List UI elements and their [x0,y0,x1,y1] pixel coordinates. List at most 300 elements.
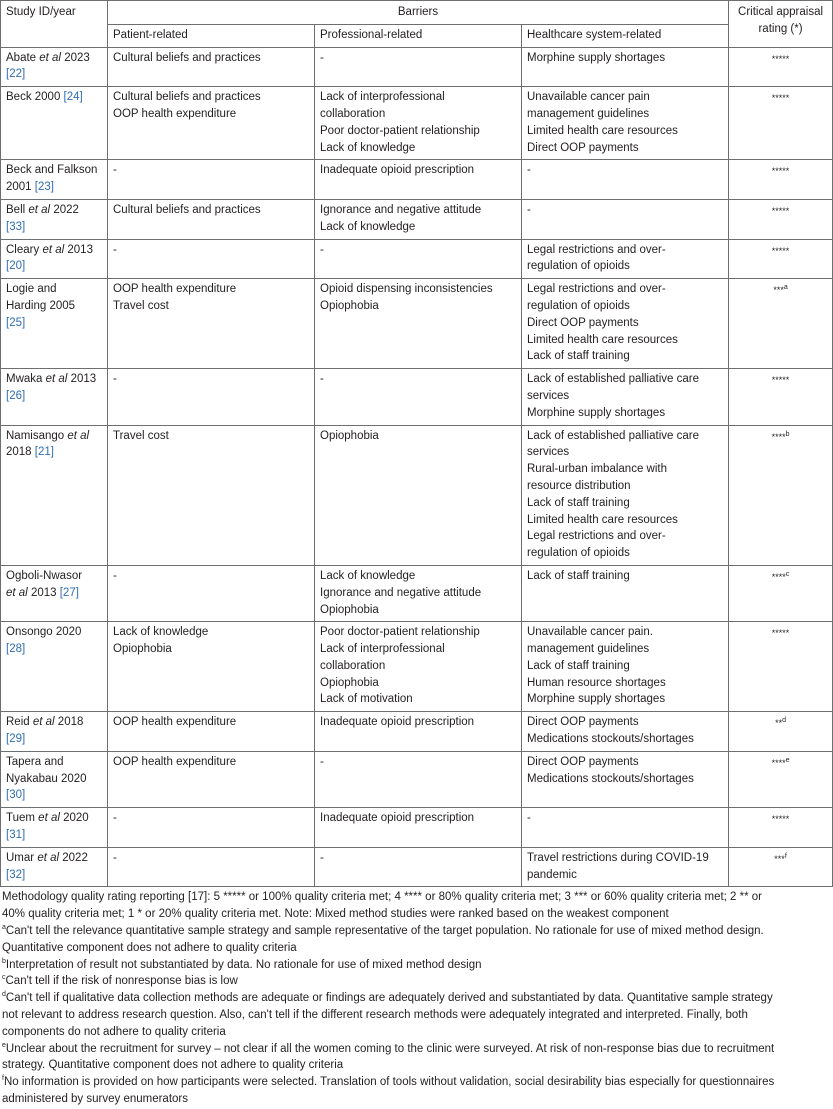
study-line [6,444,102,461]
table-row [1,369,833,425]
study-et-al: et al [38,812,60,825]
system-barrier-line: Travel restrictions during COVID-19 [527,851,709,864]
system-barrier-line: Legal restrictions and over- [527,283,666,296]
rating-stars: ***** [771,628,790,639]
system-barriers-cell [522,279,729,369]
rating-cell [729,160,833,200]
table-row [1,279,833,369]
table-row [1,751,833,807]
patient-barrier-line: OOP health expenditure [113,755,237,768]
system-barrier-line: - [527,812,531,825]
system-barriers-cell [522,47,729,87]
system-barrier-line: Morphine supply shortages [527,406,666,419]
header-patient: Patient-related [108,24,315,47]
table-row [1,239,833,279]
patient-barriers-cell [108,425,315,565]
table-row [1,199,833,239]
professional-barrier-line: Inadequate opioid prescription [320,716,475,729]
patient-barriers-cell [108,808,315,848]
footnote-text: administered by survey enumerators [2,1093,188,1106]
footnote-text: Quantitative component does not adhere to quality criteria [2,941,297,954]
professional-barriers-cell [315,47,522,87]
study-cell [1,239,108,279]
header-barriers: Barriers [108,1,729,25]
study-text: Cleary [6,243,43,256]
study-cell [1,279,108,369]
system-barrier-line: Legal restrictions and over- [527,530,666,543]
study-line [6,219,102,236]
study-cell [1,160,108,200]
professional-barrier-line: Ignorance and negative attitude [320,586,482,599]
study-citation: [33] [6,220,26,233]
system-barrier-line: resource distribution [527,479,631,492]
patient-barriers-cell [108,712,315,752]
system-barrier-line: Lack of established palliative care [527,373,699,386]
footnote-text: Can't tell the relevance quantitative sample strategy and sample representative of the target population. No rationale for use of mixed method design. [5,925,764,938]
study-text: 2013 [67,373,97,386]
professional-barrier-line: Lack of interprofessional [320,643,445,656]
patient-barriers-cell [108,87,315,160]
professional-barriers-cell [315,279,522,369]
patient-barriers-cell [108,847,315,887]
study-cell [1,622,108,712]
study-text: Harding 2005 [6,299,76,312]
study-citation: [23] [34,181,54,194]
study-text: Beck and Falkson [6,164,98,177]
footnote-text: Can't tell if qualitative data collection methods are adequate or findings are adequately derived and substantiated by data. Quantitative sample strategy [5,992,773,1005]
footnote-text: Methodology quality rating reporting [17]: 5 ***** or 100% quality criteria met; 4 **** or 80% quality criteria met; 3 *** or 60% quality criteria met; 2 ** or [2,891,763,904]
professional-barrier-line: - [320,851,324,864]
table-row [1,425,833,565]
study-text: Abate [6,51,40,64]
study-line [6,50,102,67]
system-barrier-line: services [527,446,570,459]
professional-barrier-line: Opiophobia [320,603,379,616]
study-et-al: et al [37,851,60,864]
study-line [6,388,102,405]
rating-cell [729,622,833,712]
table-row [1,808,833,848]
study-text: 2018 [6,446,35,459]
system-barrier-line: Lack of established palliative care [527,429,699,442]
rating-cell [729,47,833,87]
study-text: Nyakabau 2020 [6,772,87,785]
footnote-line [2,940,831,957]
system-barrier-line: management guidelines [527,643,650,656]
system-barrier-line: regulation of opioids [527,260,630,273]
study-text: 2022 [50,203,79,216]
study-line [6,624,102,641]
professional-barrier-line: Lack of motivation [320,693,413,706]
study-line [6,428,102,445]
study-text: 2022 [59,851,88,864]
system-barrier-line: Legal restrictions and over- [527,243,666,256]
study-cell [1,199,108,239]
professional-barrier-line: collaboration [320,107,386,120]
footnote [2,957,831,974]
study-line [6,754,102,771]
study-citation: [29] [6,733,26,746]
rating-stars: ***** [771,205,790,216]
rating-footnote-marker: c [785,570,790,578]
rating-stars: **** [771,571,786,582]
study-text: Mwaka [6,373,46,386]
system-barrier-line: Medications stockouts/shortages [527,733,694,746]
system-barrier-line: Limited health care resources [527,124,678,137]
professional-barrier-line: Opiophobia [320,676,379,689]
footnote-line [2,1041,831,1058]
system-barrier-line: Direct OOP payments [527,141,639,154]
study-line [6,867,102,884]
system-barriers-cell [522,87,729,160]
table-footnotes [0,887,833,1107]
professional-barriers-cell [315,239,522,279]
study-line [6,298,102,315]
rating-cell [729,425,833,565]
professional-barriers-cell [315,425,522,565]
system-barrier-line: Rural-urban imbalance with [527,463,667,476]
patient-barriers-cell [108,199,315,239]
system-barriers-cell [522,239,729,279]
study-line [6,89,102,106]
footnote-marker: a [2,924,6,932]
study-et-al: et al [32,716,55,729]
system-barriers-cell [522,751,729,807]
patient-barriers-cell [108,565,315,621]
study-text: Namisango [6,429,68,442]
study-line [6,714,102,731]
study-et-al: et al [45,373,68,386]
rating-stars: ** [775,718,783,729]
system-barriers-cell [522,425,729,565]
system-barrier-line: Limited health care resources [527,333,678,346]
patient-barrier-line: - [113,373,117,386]
patient-barrier-line: - [113,812,117,825]
study-text: 2001 [6,181,35,194]
footnote-text: Interpretation of result not substantiated by data. No rationale for use of mixed method design [5,958,482,971]
rating-stars: *** [774,853,785,864]
professional-barrier-line: - [320,243,324,256]
patient-barrier-line: OOP health expenditure [113,283,237,296]
patient-barrier-line: Travel cost [113,299,169,312]
system-barriers-cell [522,622,729,712]
rating-cell [729,847,833,887]
system-barrier-line: Direct OOP payments [527,316,639,329]
study-line [6,827,102,844]
rating-cell [729,712,833,752]
rating-stars: ***** [771,245,790,256]
system-barriers-cell [522,565,729,621]
system-barrier-line: regulation of opioids [527,299,630,312]
study-line [6,162,102,179]
patient-barrier-line: OOP health expenditure [113,107,237,120]
patient-barriers-cell [108,160,315,200]
professional-barriers-cell [315,622,522,712]
study-citation: [31] [6,829,26,842]
study-line [6,202,102,219]
study-line [6,810,102,827]
header-professional: Professional-related [315,24,522,47]
study-text: 2023 [61,51,90,64]
footnote-text: No information is provided on how participants were selected. Translation of tools without validation, social desirability bias especially for questionnaires [3,1076,775,1089]
study-text: Tapera and [6,755,64,768]
footnote-text: 40% quality criteria met; 1 * or 20% quality criteria met. Note: Mixed method studies were ranked based on the weakest component [2,908,669,921]
footnote-line [2,990,831,1007]
professional-barrier-line: - [320,373,324,386]
study-citation: [30] [6,789,26,802]
patient-barrier-line: Travel cost [113,429,169,442]
system-barrier-line: services [527,389,570,402]
professional-barrier-line: Opiophobia [320,429,379,442]
rating-stars: *** [773,285,784,296]
study-line [6,568,102,585]
header-row [1,1,833,25]
professional-barrier-line: collaboration [320,659,386,672]
header-study: Study ID/year [1,1,108,48]
subheader-row [1,24,833,47]
rating-stars: ***** [771,375,790,386]
rating-stars: ***** [771,814,790,825]
footnote-text: Can't tell if the risk of nonresponse bias is low [5,975,238,988]
footnote [2,990,831,1040]
system-barrier-line: Morphine supply shortages [527,693,666,706]
study-cell [1,565,108,621]
professional-barrier-line: - [320,755,324,768]
header-rating-line-1: Critical appraisal [738,6,824,18]
professional-barrier-line: Inadequate opioid prescription [320,164,475,177]
rating-stars: ***** [771,93,790,104]
study-line [6,371,102,388]
study-cell [1,847,108,887]
study-citation: [28] [6,643,26,656]
study-line [6,585,102,602]
footnote-line [2,906,831,923]
professional-barrier-line: Lack of knowledge [320,569,416,582]
study-citation: [22] [6,68,26,81]
study-line [6,281,102,298]
patient-barriers-cell [108,369,315,425]
patient-barriers-cell [108,47,315,87]
rating-footnote-marker: b [785,430,790,438]
study-citation: [26] [6,389,26,402]
table-row [1,160,833,200]
professional-barriers-cell [315,751,522,807]
study-line [6,66,102,83]
study-text: 2020 [59,812,89,825]
study-text: Reid [6,716,33,729]
professional-barriers-cell [315,199,522,239]
study-text: Ogboli-Nwasor [6,569,83,582]
rating-stars: ***** [771,53,790,64]
study-cell [1,87,108,160]
rating-stars: ***** [771,166,790,177]
rating-cell [729,239,833,279]
professional-barriers-cell [315,160,522,200]
patient-barrier-line: Lack of knowledge [113,626,209,639]
study-line [6,641,102,658]
rating-footnote-marker: a [783,284,788,292]
system-barrier-line: pandemic [527,868,577,881]
rating-cell [729,87,833,160]
footnote-line [2,923,831,940]
professional-barrier-line: Opioid dispensing inconsistencies [320,283,493,296]
rating-cell [729,565,833,621]
study-cell [1,751,108,807]
system-barrier-line: management guidelines [527,107,650,120]
rating-cell [729,279,833,369]
footnote-marker: f [2,1075,4,1083]
patient-barrier-line: - [113,243,117,256]
footnote-line [2,957,831,974]
patient-barrier-line: Cultural beliefs and practices [113,203,261,216]
footnote [2,1074,831,1108]
patient-barriers-cell [108,622,315,712]
system-barrier-line: Unavailable cancer pain [527,91,650,104]
professional-barrier-line: Poor doctor-patient relationship [320,626,480,639]
system-barriers-cell [522,808,729,848]
professional-barrier-line: Opiophobia [320,299,379,312]
system-barrier-line: Lack of staff training [527,496,630,509]
study-text: Tuem [6,812,39,825]
rating-footnote-marker: f [784,852,787,860]
system-barrier-line: - [527,203,531,216]
rating-footnote-marker: e [785,756,790,764]
patient-barriers-cell [108,239,315,279]
study-citation: [20] [6,260,26,273]
table-row [1,87,833,160]
study-et-al: et al [39,51,61,64]
study-cell [1,47,108,87]
professional-barrier-line: Inadequate opioid prescription [320,812,475,825]
system-barrier-line: regulation of opioids [527,547,630,560]
system-barriers-cell [522,712,729,752]
patient-barrier-line: - [113,164,117,177]
footnote-marker: c [2,974,6,982]
table-row [1,47,833,87]
table-row [1,712,833,752]
footnote-text: strategy. Quantitative component does not adhere to quality criteria [2,1059,344,1072]
system-barriers-cell [522,847,729,887]
study-line [6,731,102,748]
professional-barriers-cell [315,87,522,160]
system-barrier-line: Limited health care resources [527,513,678,526]
professional-barrier-line: Lack of interprofessional [320,91,445,104]
study-citation: [32] [6,868,26,881]
professional-barrier-line: - [320,51,324,64]
footnote [2,923,831,957]
study-text: Logie and [6,283,57,296]
footnote-line [2,1074,831,1091]
header-rating [729,1,833,48]
study-cell [1,369,108,425]
header-system: Healthcare system-related [522,24,729,47]
table-body [1,47,833,887]
rating-cell [729,199,833,239]
study-text: Beck 2000 [6,91,64,104]
table-row [1,565,833,621]
system-barrier-line: Direct OOP payments [527,755,639,768]
footnote-line [2,1057,831,1074]
table-row [1,847,833,887]
system-barriers-cell [522,199,729,239]
header-rating-line-2: rating (*) [758,22,803,35]
professional-barriers-cell [315,712,522,752]
system-barrier-line: - [527,164,531,177]
footnote-line [2,1091,831,1108]
study-text: Umar [6,851,38,864]
footnote-marker: e [2,1041,6,1049]
system-barriers-cell [522,369,729,425]
system-barriers-cell [522,160,729,200]
patient-barrier-line: Cultural beliefs and practices [113,91,261,104]
study-cell [1,808,108,848]
patient-barriers-cell [108,751,315,807]
study-citation: [25] [6,316,26,329]
footnote [2,1041,831,1075]
system-barrier-line: Lack of staff training [527,659,630,672]
footnote-line [2,889,831,906]
footnote [2,889,831,923]
professional-barrier-line: Lack of knowledge [320,141,416,154]
study-text: Onsongo 2020 [6,626,82,639]
study-line [6,771,102,788]
study-text: 2018 [54,716,84,729]
system-barrier-line: Medications stockouts/shortages [527,772,694,785]
professional-barriers-cell [315,565,522,621]
footnote-text: Unclear about the recruitment for survey – not clear if all the women coming to the clinic were surveyed. At risk of non-response bias due to recruitment [5,1042,775,1055]
patient-barrier-line: - [113,851,117,864]
patient-barrier-line: - [113,569,117,582]
system-barrier-line: Morphine supply shortages [527,51,666,64]
patient-barrier-line: Cultural beliefs and practices [113,51,261,64]
system-barrier-line: Unavailable cancer pain. [527,626,653,639]
footnote-text: not relevant to address research question. Also, can't tell if the different research methods were adequately integrated and interpreted. Finally, both [2,1009,748,1022]
professional-barrier-line: Poor doctor-patient relationship [320,124,480,137]
professional-barriers-cell [315,808,522,848]
footnote-line [2,1024,831,1041]
system-barrier-line: Lack of staff training [527,569,630,582]
rating-stars: **** [771,757,786,768]
study-text: 2013 [27,586,60,599]
system-barrier-line: Direct OOP payments [527,716,639,729]
study-cell [1,712,108,752]
study-citation: [27] [59,586,79,599]
rating-cell [729,751,833,807]
study-line [6,258,102,275]
footnote-marker: b [2,957,6,965]
study-line [6,315,102,332]
study-et-al: et al [28,203,51,216]
study-text: 2013 [64,243,93,256]
study-citation: [21] [34,446,54,459]
footnote-line [2,973,831,990]
study-et-al: et al [67,429,90,442]
study-et-al: et al [6,586,28,599]
footnote-line [2,1007,831,1024]
professional-barriers-cell [315,369,522,425]
system-barrier-line: Lack of staff training [527,350,630,363]
professional-barriers-cell [315,847,522,887]
study-line [6,179,102,196]
footnote-marker: d [2,991,6,999]
rating-footnote-marker: d [782,717,786,725]
patient-barrier-line: OOP health expenditure [113,716,237,729]
footnote [2,973,831,990]
rating-stars: **** [771,431,786,442]
study-et-al: et al [42,243,65,256]
study-text: Bell [6,203,29,216]
table-row [1,622,833,712]
